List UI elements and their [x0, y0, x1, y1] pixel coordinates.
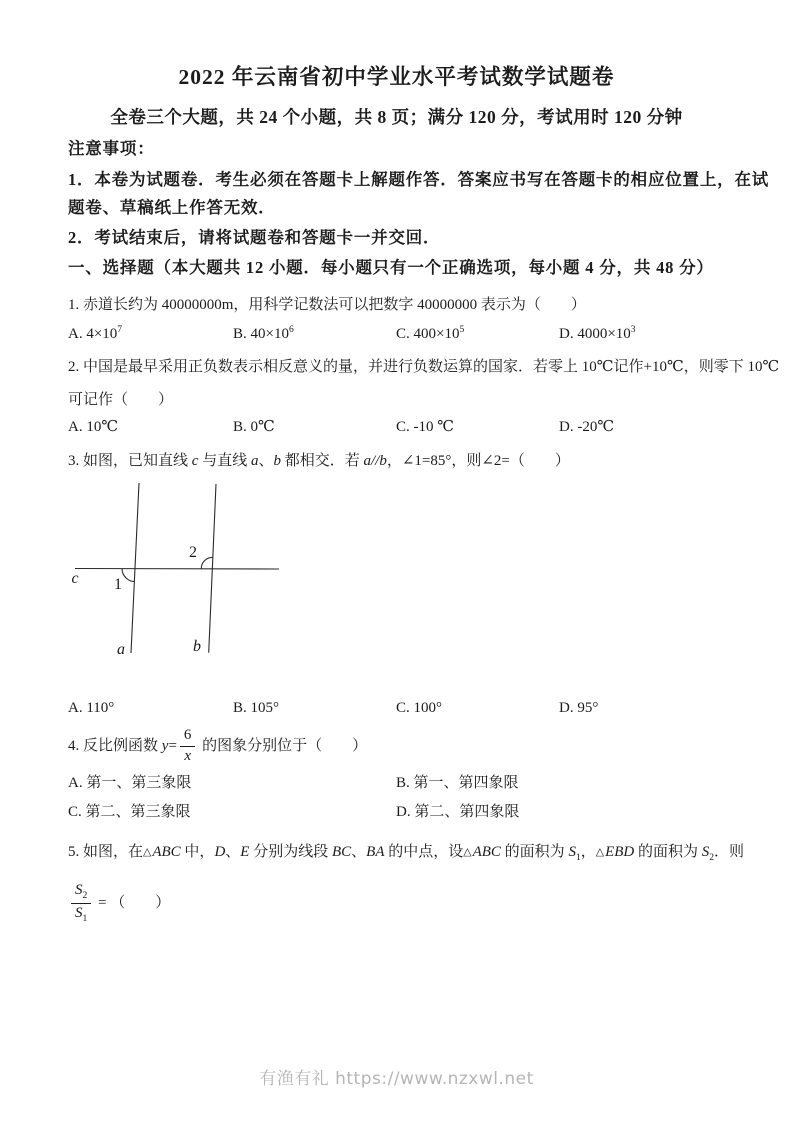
- question-5-text: 5. 如图，在△ABC 中，D、E 分别为线段 BC、BA 的中点，设△ABC 的面积为 $S_1$，△EBD 的面积为 $S_2$．则: [68, 844, 745, 863]
- label-line-b: b: [193, 638, 201, 655]
- question-1-text: 1. 赤道长约为 40000000m，用科学记数法可以把数字 40000000 表示为（ ）: [68, 297, 586, 313]
- label-line-a: a: [117, 641, 125, 658]
- question-4-option-c: C. 第二、第三象限: [68, 804, 191, 820]
- question-2-option-c: C. -10 ℃: [396, 419, 455, 435]
- question-4-text: 4. 反比例函数 y = $\frac{6}{x}$ 的图象分别位于（ ）: [68, 727, 368, 764]
- question-3-option-b: B. 105°: [233, 700, 280, 716]
- notices-heading: 注意事项：: [68, 139, 155, 158]
- question-4-options-row-2: [68, 800, 768, 822]
- q3-figure: [60, 478, 300, 663]
- label-angle-1: 1: [114, 576, 122, 593]
- question-1-option-a: A. $4\times 10^7$: [68, 324, 123, 342]
- question-1-option-b: B. $40\times 10^6$: [233, 324, 294, 342]
- question-1-options: [68, 324, 768, 346]
- line-c: [75, 569, 279, 570]
- label-line-c: c: [71, 570, 79, 587]
- exam-subtitle: 全卷三个大题，共 24 个小题，共 8 页；满分 120 分，考试用时 120 分钟: [110, 107, 683, 127]
- question-3-option-d: D. 95°: [559, 700, 599, 716]
- question-2-text-line-1: 2. 中国是最早采用正负数表示相反意义的量，并进行负数运算的国家．若零上 10℃记作+10℃，则零下 10℃: [68, 359, 780, 375]
- section-1-heading: 一、选择题（本大题共 12 小题．每小题只有一个正确选项，每小题 4 分，共 48 分）: [68, 258, 714, 277]
- question-5-fraction-line: $\frac{S_2}{S_1}$ = （ ）: [68, 878, 170, 928]
- question-2-text-line-2: 可记作（ ）: [68, 392, 174, 408]
- question-4-option-a: A. 第一、第三象限: [68, 775, 192, 791]
- question-2-option-d: D. -20℃: [559, 419, 615, 435]
- angle-1-arc: [122, 569, 134, 582]
- line-a: [131, 483, 139, 653]
- watermark-footer: 有渔有礼 https://www.nzxwl.net: [259, 1069, 534, 1089]
- exam-title: 2022 年云南省初中学业水平考试数学试题卷: [178, 65, 615, 89]
- question-2-option-a: A. 10℃: [68, 419, 119, 435]
- question-3-options: [68, 700, 768, 722]
- question-4-option-b: B. 第一、第四象限: [396, 775, 519, 791]
- question-2-options: [68, 417, 768, 439]
- question-4-option-d: D. 第二、第四象限: [396, 804, 520, 820]
- notice-1-line-1: 1．本卷为试题卷．考生必须在答题卡上解题作答．答案应书写在答题卡的相应位置上，在试: [68, 170, 770, 189]
- question-4-options-row-1: [68, 771, 768, 793]
- question-3-text: 3. 如图，已知直线 c 与直线 a、b 都相交．若 a//b，∠1=85°，则∠2=（ ）: [68, 453, 570, 469]
- notice-2: 2．考试结束后，请将试题卷和答题卡一并交回．: [68, 228, 441, 247]
- label-angle-2: 2: [189, 544, 197, 561]
- question-1-option-d: D. $4000\times 10^3$: [559, 324, 636, 342]
- question-2-option-b: B. 0℃: [233, 419, 275, 435]
- question-3-option-a: A. 110°: [68, 700, 115, 716]
- notice-1-line-2: 题卷、草稿纸上作答无效．: [68, 198, 276, 217]
- question-3-option-c: C. 100°: [396, 700, 443, 716]
- question-1-option-c: C. $400\times 10^5$: [396, 324, 465, 342]
- angle-2-arc: [201, 557, 213, 568]
